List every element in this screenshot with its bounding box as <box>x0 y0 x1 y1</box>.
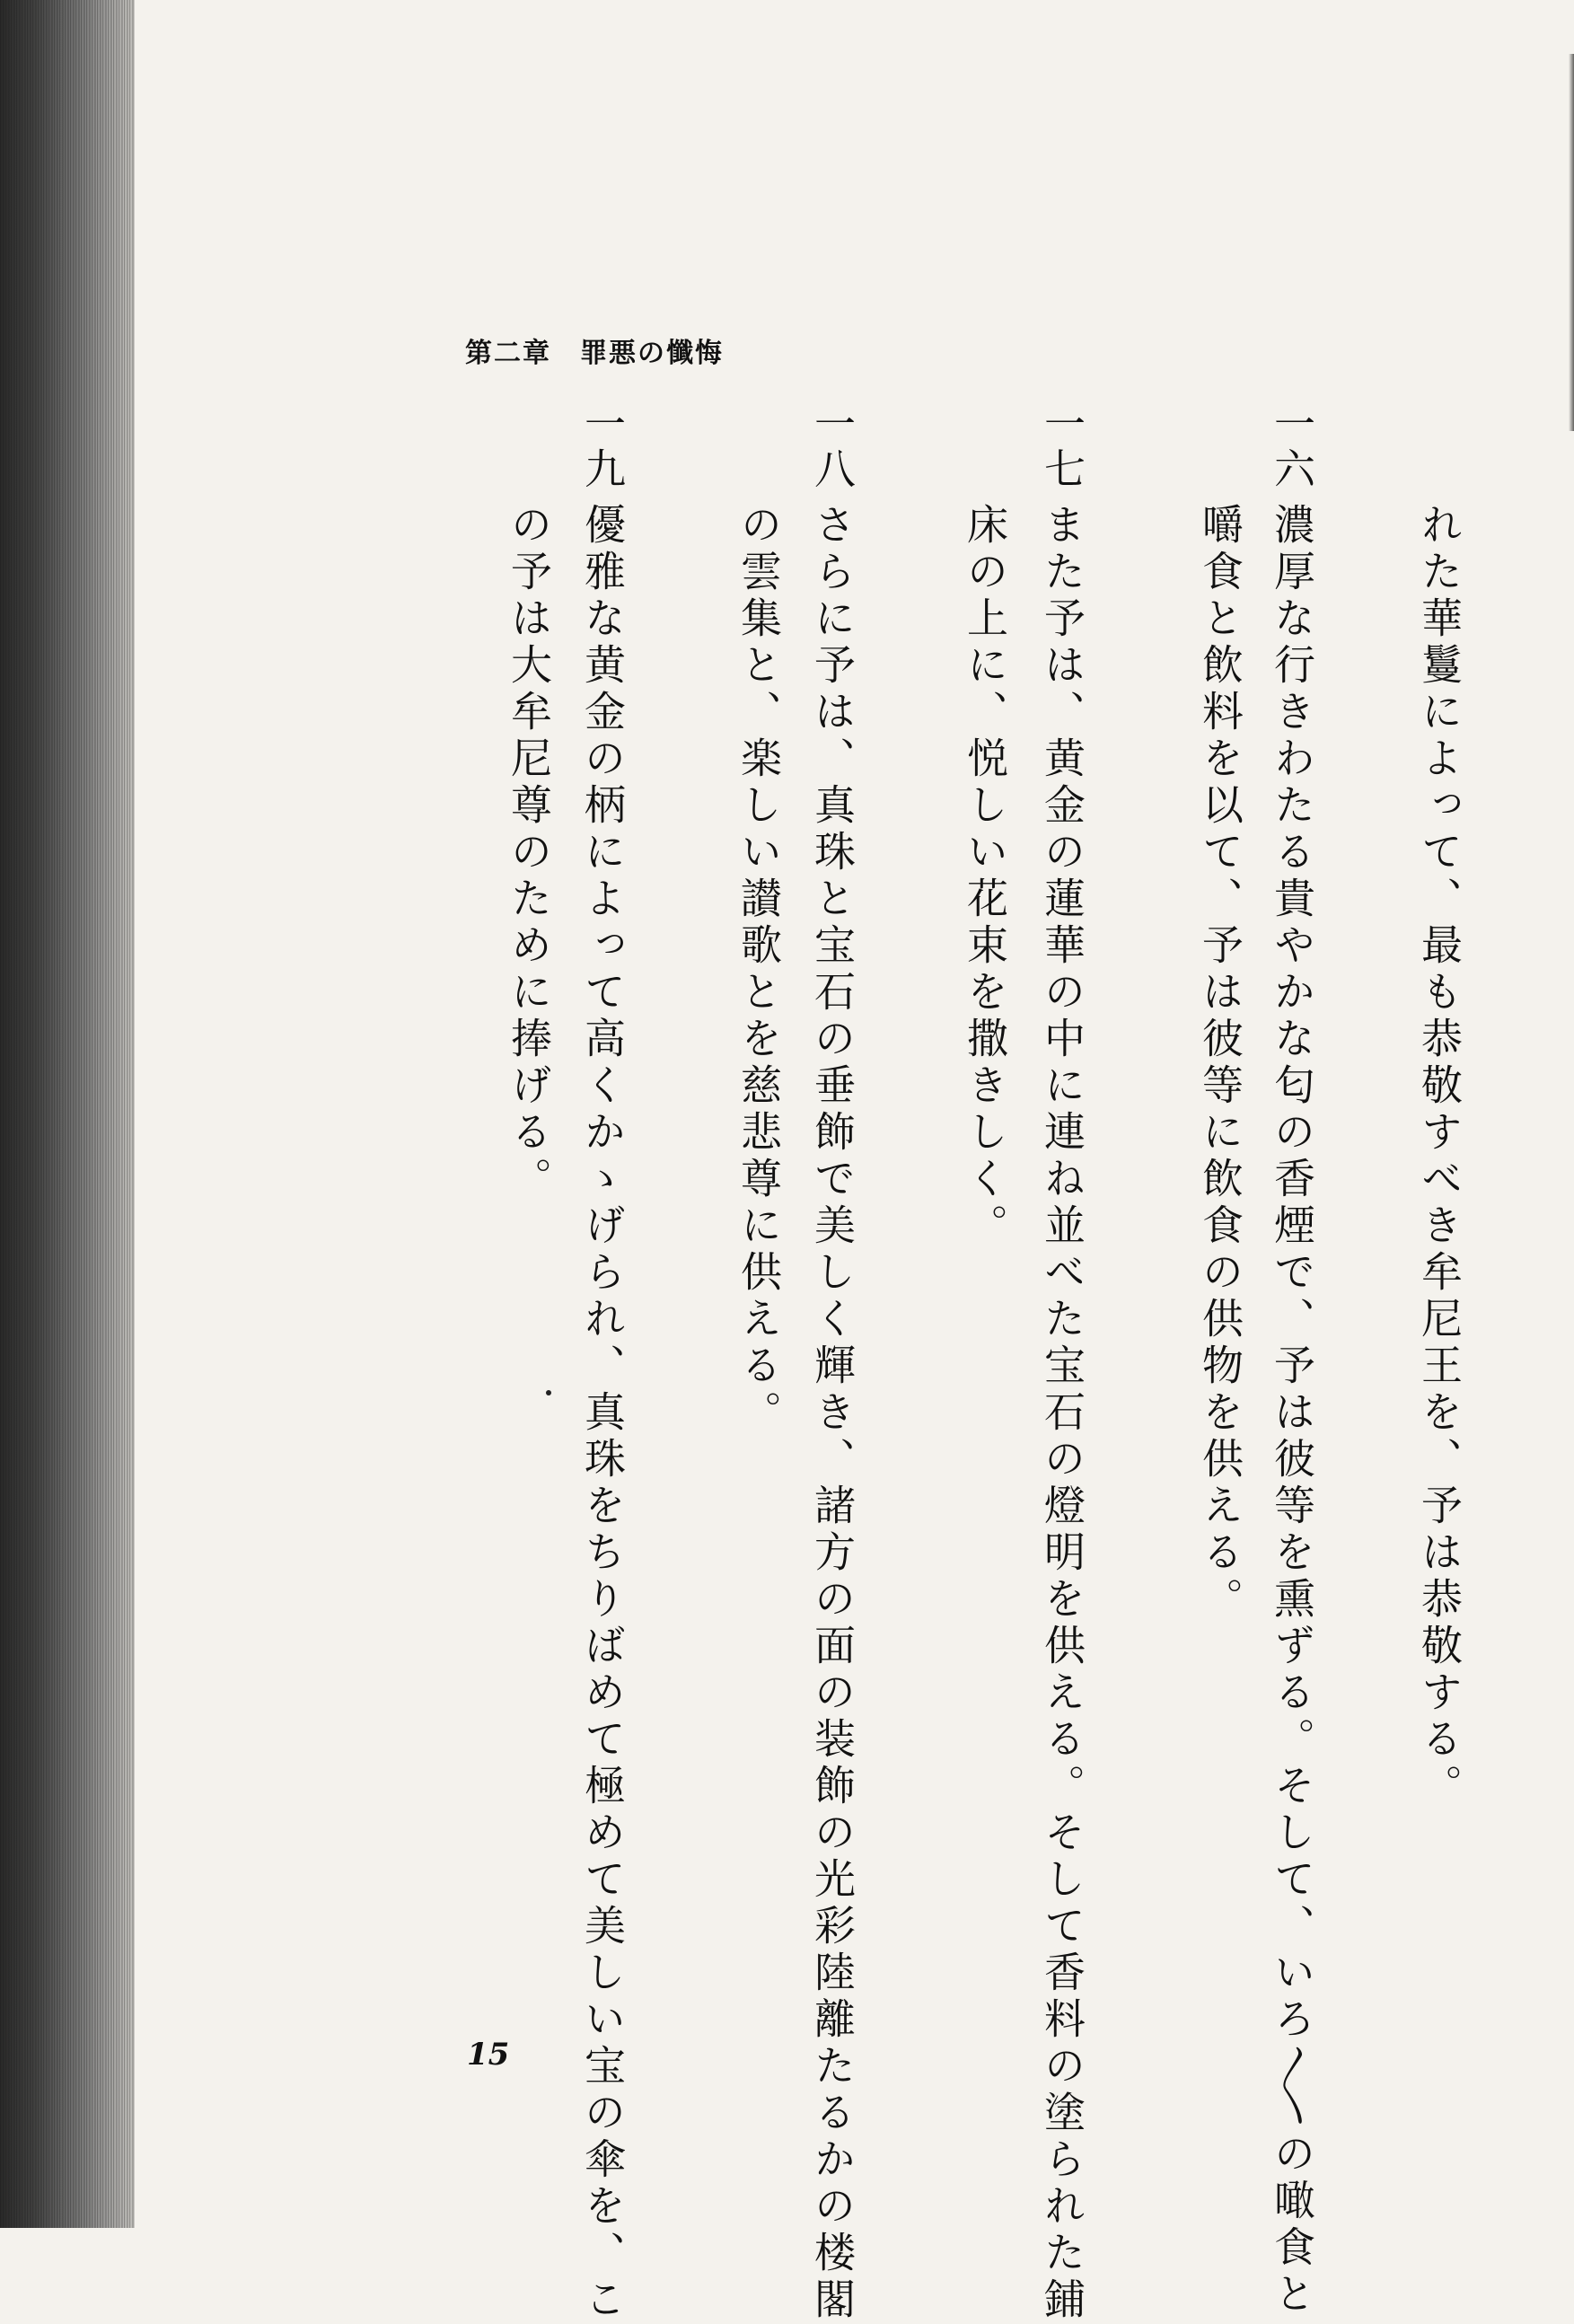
text-column-1: れた華鬘によって、最も恭敬すべき牟尼王を、予は恭敬する。 <box>1415 503 1464 1810</box>
page-number: 15 <box>467 2037 510 2073</box>
text-column-4: また予は、黄金の蓮華の中に連ね並べた宝石の燈明を供える。そして香料の塗られた鋪 <box>1038 503 1086 2324</box>
text-column-3: 嚼食と飲料を以て、予は彼等に飲食の供物を供える。 <box>1196 503 1244 1624</box>
text-column-6: さらに予は、真珠と宝石の垂飾で美しく輝き、諸方の面の装飾の光彩陸離たるかの楼閣 <box>808 503 857 2324</box>
page-edge-shadow <box>1569 54 1574 431</box>
verse-number-18: 一八 <box>808 402 857 492</box>
text-column-7: の雲集と、楽しい讃歌とを慈悲尊に供える。 <box>734 503 783 1437</box>
verse-number-17: 一七 <box>1038 402 1086 492</box>
ink-speck <box>546 1390 551 1395</box>
text-column-8: 優雅な黄金の柄によって高くかゝげられ、真珠をちりばめて極めて美しい宝の傘を、こ <box>578 503 627 2324</box>
text-column-9: の予は大牟尼尊のために捧げる。 <box>505 503 553 1203</box>
verse-number-19: 一九 <box>578 402 627 492</box>
text-column-2: 濃厚な行きわたる貴やかな匂の香煙で、予は彼等を熏ずる。そして、いろ〳〵の噉食と <box>1268 503 1316 2319</box>
verse-number-16: 一六 <box>1268 402 1316 492</box>
binding-shadow <box>0 0 135 2228</box>
text-column-5: 床の上に、悦しい花束を撒きしく。 <box>961 503 1009 1250</box>
running-head: 第二章 罪悪の懺悔 <box>465 338 724 369</box>
